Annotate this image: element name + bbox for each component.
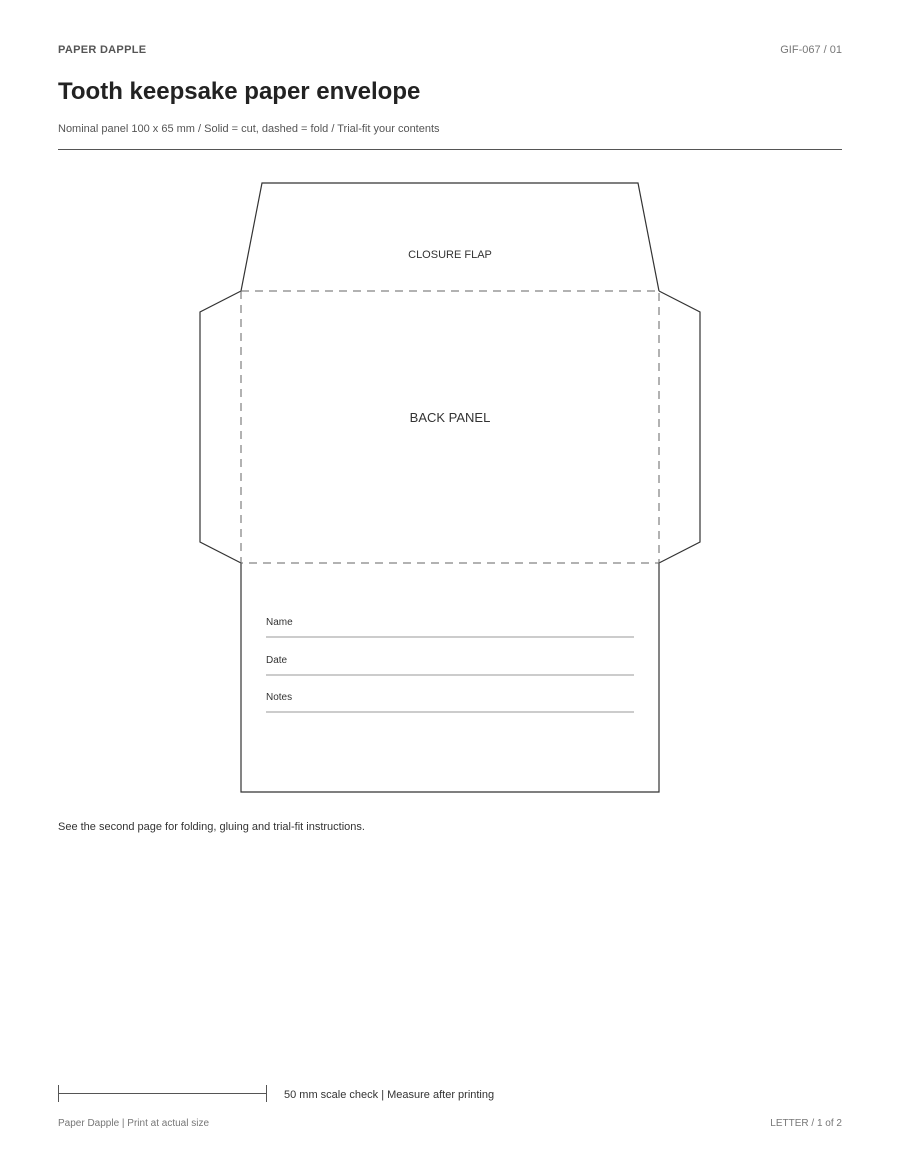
scale-check-label: 50 mm scale check | Measure after printing	[284, 1089, 495, 1101]
brand-name: PAPER DAPPLE	[58, 44, 147, 56]
instructions-text: See the second page for folding, gluing and trial-fit instructions.	[58, 821, 365, 833]
template-code: GIF-067 / 01	[780, 44, 842, 56]
scale-bar-line	[58, 1093, 266, 1094]
closure-flap-label: CLOSURE FLAP	[408, 249, 492, 261]
notes-field-label: Notes	[266, 692, 293, 703]
footer-page-info: LETTER / 1 of 2	[770, 1118, 842, 1129]
back-panel-label: BACK PANEL	[409, 410, 491, 425]
scale-bar-right-tick	[266, 1085, 267, 1102]
closure-flap-outline	[241, 183, 659, 291]
name-field-label: Name	[266, 617, 293, 628]
back-panel-fold-lines	[241, 291, 659, 563]
page-subtitle: Nominal panel 100 x 65 mm / Solid = cut, dashed = fold / Trial-fit your contents	[58, 123, 440, 135]
left-side-flap-outline	[200, 291, 241, 563]
scale-bar	[58, 1085, 268, 1102]
date-field-label: Date	[266, 655, 288, 666]
page-title: Tooth keepsake paper envelope	[58, 78, 421, 105]
right-side-flap-outline	[659, 291, 700, 563]
front-panel-outline	[241, 563, 659, 792]
footer-left: Paper Dapple | Print at actual size	[58, 1118, 210, 1129]
